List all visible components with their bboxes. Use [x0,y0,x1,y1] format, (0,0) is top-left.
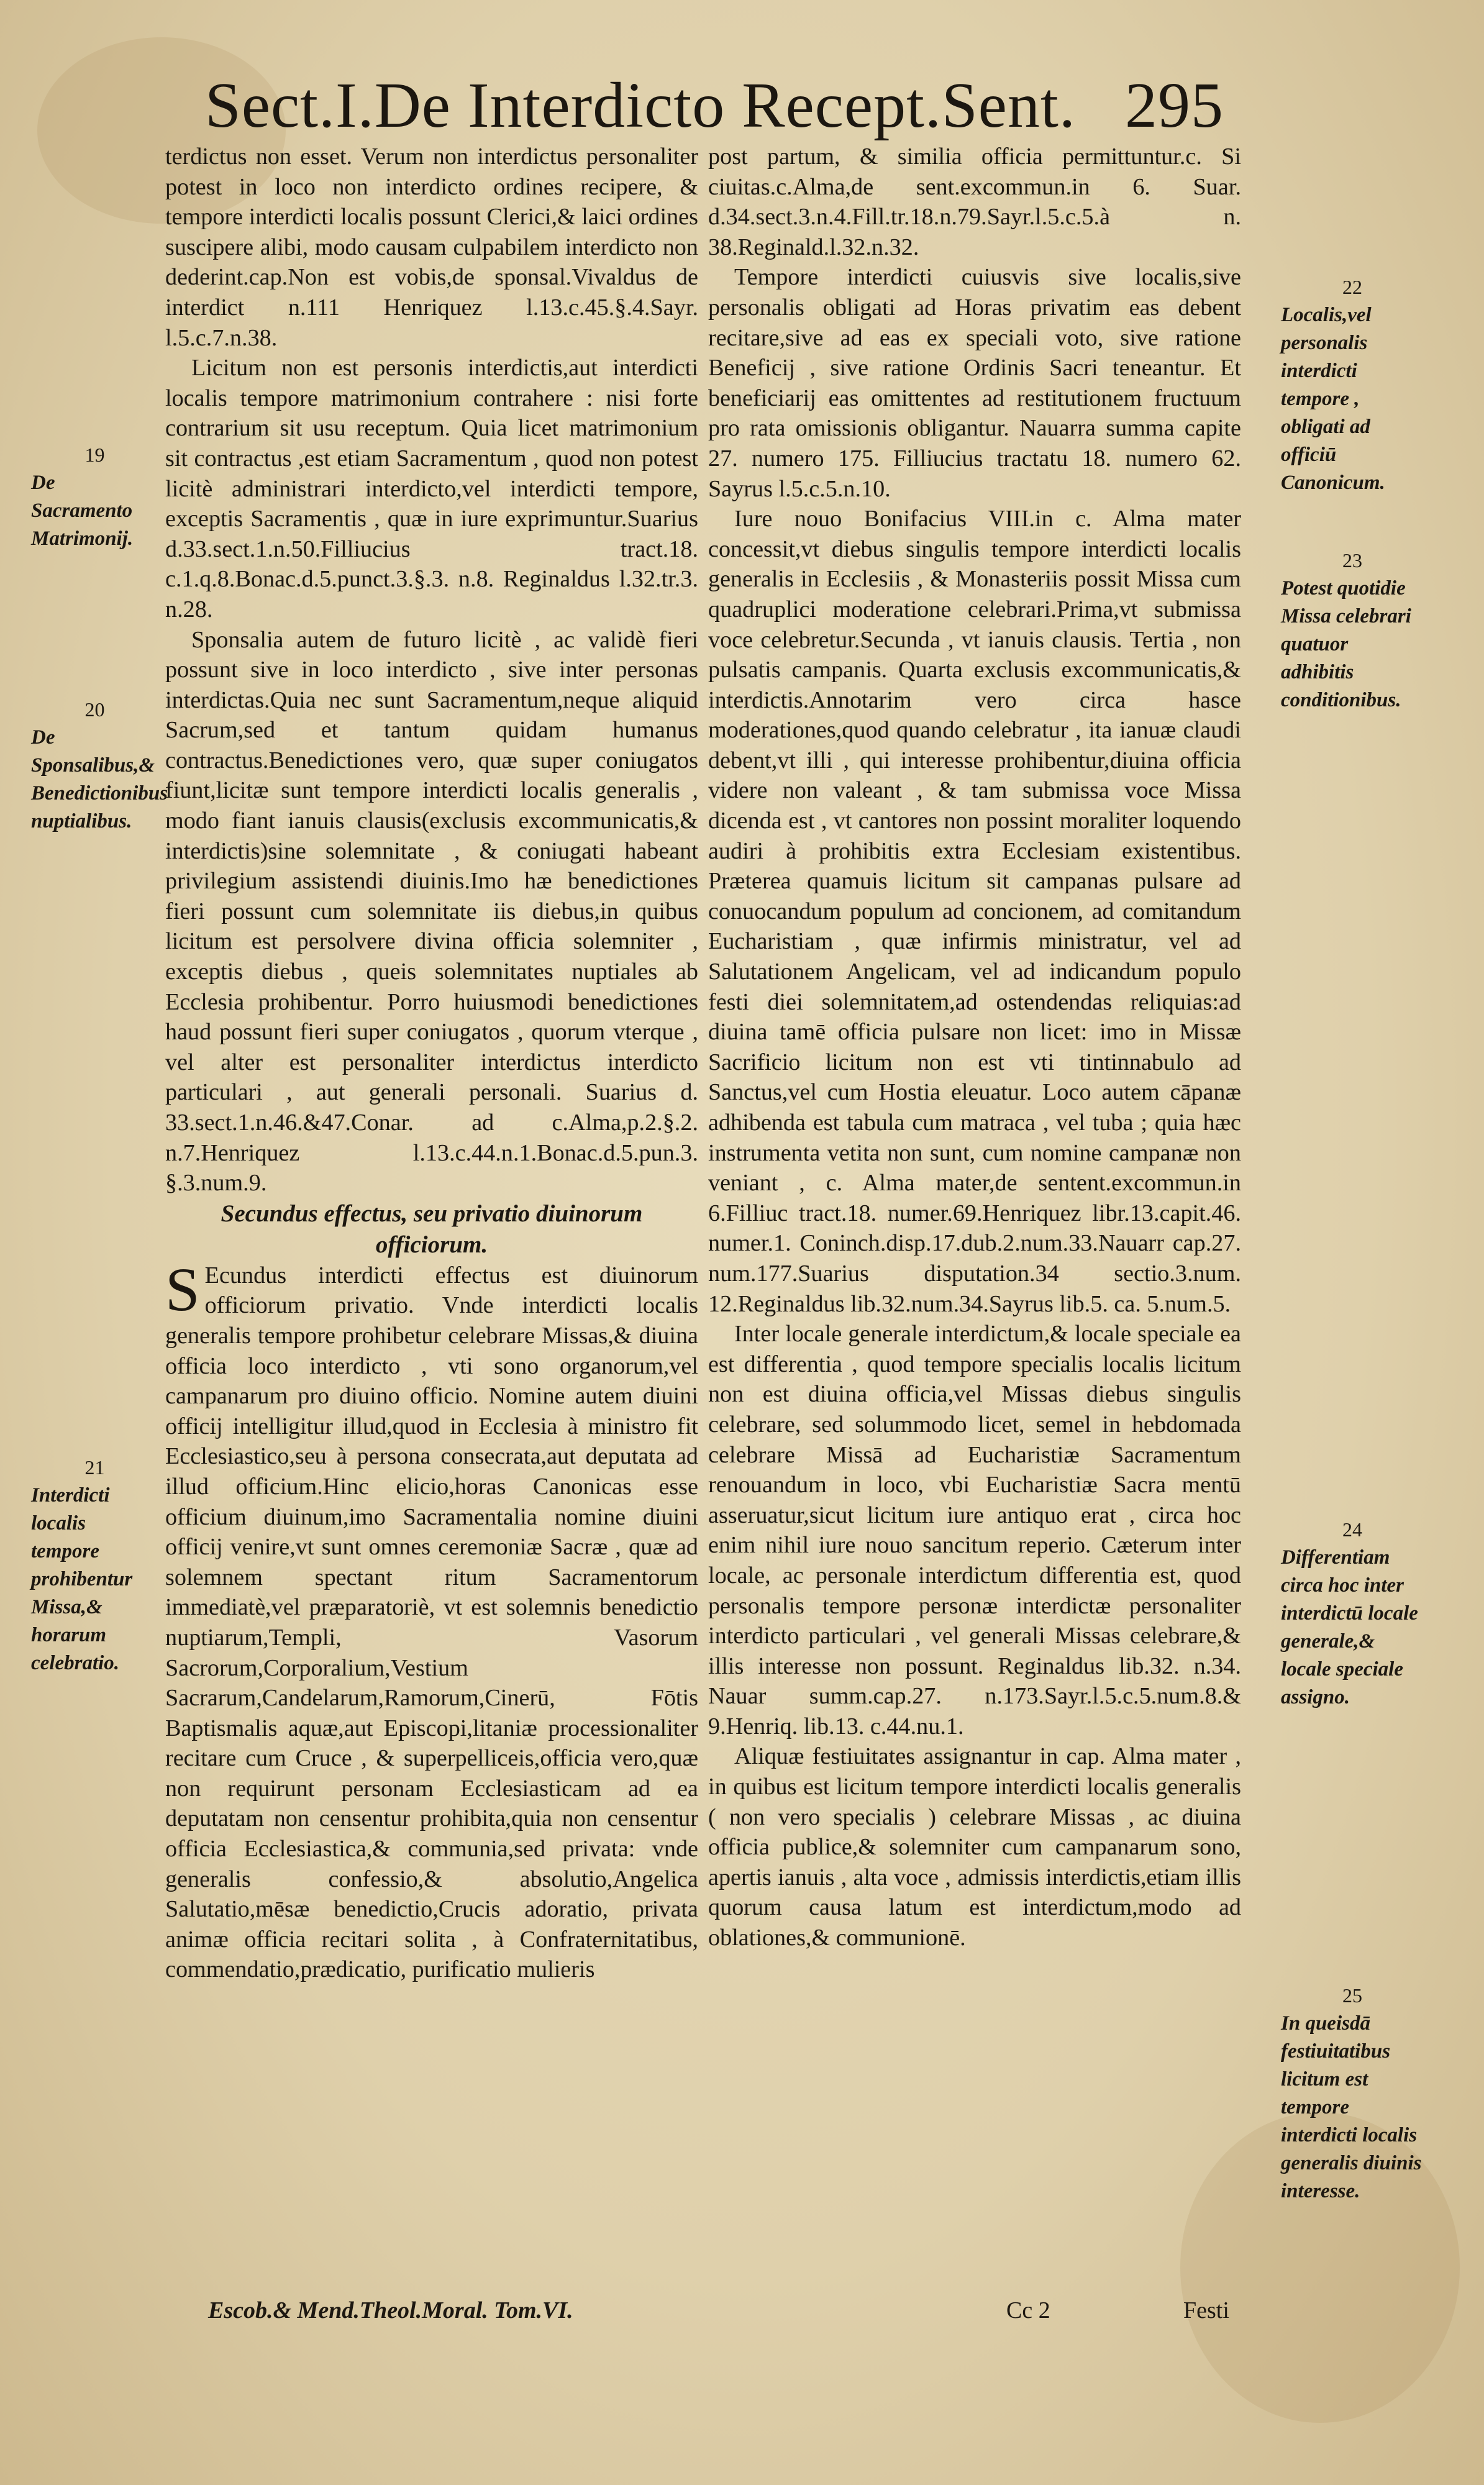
drop-cap: S [165,1254,200,1324]
paragraph: Sponsalia autem de futuro licitè , ac validè fieri possunt sive in loco interdicto , sive inter personas interdictas.Quia nec sunt Sacramentum,neque aliquid Sacrum,sed et tantum quidam humanus contractus.Benedictiones vero, quæ super coniugatos fiunt,licitæ sunt tempore interdicti localis generalis , modo fiant ianuis clausis(exclusis excommunicatis,& interdictis)sine solemnitate , & coniugati habeant privilegium assistendi diuinis.Imo hæ benedictiones fieri possunt cum solemnitate iis diebus,in quibus licitum est persolvere divina officia solemniter , exceptis diebus , queis solemnitates nuptiales ab Ecclesia prohibentur. Porro huiusmodi benedictiones haud possunt fieri super coniugatos , quorum vterque , vel alter est personaliter interdictus interdicto particulari , aut generali personali. Suarius d. 33.sect.1.n.46.&47.Conar. ad c.Alma,p.2.§.2. n.7.Henriquez l.13.c.44.n.1.Bonac.d.5.pun.3. §.3.num.9. [165,626,698,1197]
running-head [205,68,1224,143]
margin-note [31,696,168,836]
paragraph: Licitum non est personis interdictis,aut interdicti localis tempore matrimonium contrahere : nisi forte contrarium sit usu receptum. Quia licet matrimonium sit contractus ,est etiam Sacramentum , quod non potest licitè administrari interdicto,vel interdicti tempore, exceptis Sacramentis , quæ in iure exprimuntur.Suarius d.33.sect.1.n.50.Filliucius tract.18. c.1.q.8.Bonac.d.5.punct.3.§.3. n.8. Reginaldus l.32.tr.3. n.28. [165,355,698,622]
catchword: Festi [1183,2297,1229,2323]
signature-mark: Cc 2 [1006,2297,1050,2323]
note-number: 22 [1342,276,1362,298]
paragraph-text: Ecundus interdicti effectus est diuinorum officiorum privatio. Vnde interdicti localis generalis tempore prohibetur celebrare Missas,& diuina officia loco interdicto , vti sono organorum,vel campanarum pro diuino officio. Nomine autem diuini officij intelligitur illud,quod in Ecclesia à ministro fit Ecclesiastico,seu à persona consecrata,aut deputata ad illud officium.Hinc elicio,horas Canonicas esse officium diuinum,imo Sacramentalia nomine diuini officij venire,vt sunt omnes ceremoniæ Sacræ , quæ ad solemnem spectant ritum Sacramentorum immediatè,vel præparatoriè, vt est solemnis benedictio nuptiarum,Templi, Vasorum Sacrorum,Corporalium,Vestium Sacrarum,Candelarum,Ramorum,Cinerū, Fōtis Baptismalis aquæ,aut Episcopi,litaniæ processionaliter recitare cum Cruce , & superpelliceis,officia vero,quæ non requirunt personam Ecclesiasticam ad ea deputatam non censentur prohibita,quia non censentur officia Ecclesiastica,& communia,sed privata: vnde generalis confessio,& absolutio,Angelica Salutatio,mēsæ benedictio,Crucis adoratio, privata animæ officia recitari solita , à Confraternitatibus, commendatio,prædicatio, purificatio mulieris [165,1262,698,1983]
note-text: De Sacramento Matrimonij. [31,472,134,550]
note-text: Differentiam circa hoc inter interdictū locale generale,& locale speciale assigno. [1281,1546,1418,1708]
note-number: 23 [1342,549,1362,572]
running-head-title: Sect.I.De Interdicto Recept.Sent. [205,70,1076,141]
footer-author: Escob.& Mend.Theol.Moral. Tom.VI. [208,2297,573,2323]
paragraph: Inter locale generale interdictum,& locale speciale ea est differentia , quod tempore specialis localis licitum non est diuina officia,vel Missas diebus singulis celebrare, sed solummodo licet, semel in hebdomada celebrare Missā ad Eucharistiæ Sacramentum renouandum in loco, vbi Eucharistiæ Sacra mentū asseruatur,sicut licitum iure antiquo erat , circa hoc enim nihil iure nouo sancitum reperio. Cæterum inter locale, ac personale interdictum differentia est, quod personalis tempore personæ interdictæ personaliter interdicto particulari , vel generali Missas celebrare,& illis interesse non possunt. Reginaldus lib.32. n.34. Nauar summ.cap.27. n.173.Sayr.l.5.c.5.num.8.& 9.Henriq. lib.13. c.44.nu.1. [708,1321,1241,1740]
note-number: 19 [84,444,105,466]
left-column [165,142,698,1985]
note-number: 20 [84,698,105,721]
note-text: Interdicti localis tempore prohibentur Missa,& horarum celebratio. [31,1484,133,1674]
paragraph: Iure nouo Bonifacius VIII.in c. Alma mater concessit,vt diebus singulis tempore interdicti localis generalis in Ecclesiis , & Monasteriis possit Missa cum quadruplici moderatione celebrari.Prima,vt submissa voce celebretur.Secunda , vt ianuis clausis. Tertia , non pulsatis campanis. Quarta exclusis excommunicatis,& interdictis.Annotarim vero circa hasce moderationes,quod quando celebratur , ita ianuæ claudi debent,vt illi , qui interesse prohibentur,diuina officia videre non valeant , & tam submissa voce Missa dicenda est , vt cantores non possint moraliter loquendo audiri à prohibitis extra Ecclesiam existentibus. Præterea quamuis licitum sit campanas pulsare ad conuocandum populum ad concionem, ad comitandum Eucharistiam , quæ infirmis ministratur, vel ad Salutationem Angelicam, vel ad indicandum populo festi diei solemnitatem,ad ostendendas reliquias:ad diuina tamē officia pulsare non licet: imo in Missæ Sacrificio licitum non est vti tintinnabulo ad Sanctus,vel cum Hostia eleuatur. Loco autem cāpanæ adhibenda est tabula cum matraca , vel tuba ; quia hæc instrumenta vetita non sunt, cum nomine campanæ non veniant , c. Alma mater,de sentent.excommun.in 6.Filliuc tract.18. numer.69.Henriquez libr.13.capit.46. numer.1. Coninch.disp.17.dub.2.num.33.Nauarr cap.27. num.177.Suarius disputation.34 sectio.3.num. 12.Reginaldus lib.32.num.34.Sayrus lib.5. ca. 5.num.5. [708,506,1241,1317]
paragraph: Aliquæ festiuitates assignantur in cap. Alma mater , in quibus est licitum tempore interdicti localis generalis ( non vero specialis ) celebrare Missas , ac diuina officia publice,& solemniter cum campanarum sono, apertis ianuis , alta voce , admissis interdictis,etiam illis quorum causa latum est interdictum,modo ad oblationes,& communionē. [708,1743,1241,1951]
page-number: 295 [1125,70,1224,141]
paragraph: Tempore interdicti cuiusvis sive localis,sive personalis obligati ad Horas privatim eas debent recitare,sive ad eas ex speciali voto, sive ratione Beneficij , sive ratione Ordinis Sacri teneantur. Et beneficiarij eas omittentes ad restitutionem fructuum pro rata omissionis obligantur. Nauarra summa capite 27. numero 175. Filliucius tractatu 18. numero 62. Sayrus l.5.c.5.n.10. [708,264,1241,502]
margin-note [31,1454,158,1677]
paragraph: terdictus non esset. Verum non interdictus personaliter potest in loco non interdicto ordines recipere, & tempore interdicti localis possunt Clerici,& laici ordines suscipere alibi, modo causam culpabilem interdicto non dederint.cap.Non est vobis,de sponsal.Vivaldus de interdict n.111 Henriquez l.13.c.45.§.4.Sayr. l.5.c.7.n.38. [165,144,698,351]
paragraph: post partum, & similia officia permittuntur.c. Si ciuitas.c.Alma,de sent.excommun.in 6. Suar. d.34.sect.3.n.4.Fill.tr.18.n.79.Sayr.l.5.c.5.à n. 38.Reginald.l.32.n.32. [708,144,1241,260]
paragraph [165,1254,698,1985]
note-text: Localis,vel personalis interdicti tempore , obligati ad officiū Canonicum. [1281,304,1385,494]
note-text: Potest quotidie Missa celebrari quatuor adhibitis conditionibus. [1281,577,1411,711]
note-number: 25 [1342,1984,1362,2007]
margin-note [1281,1982,1424,2205]
margin-note [31,441,158,553]
note-text: De Sponsalibus,& Benedictionibus nuptialibus. [31,726,168,832]
note-number: 21 [84,1456,105,1479]
note-number: 24 [1342,1518,1362,1541]
margin-note [1281,1516,1424,1712]
section-heading: Secundus effectus, seu privatio diuinorum officiorum. [221,1200,643,1258]
right-column [708,142,1241,1953]
margin-note [1281,547,1424,714]
margin-note [1281,273,1424,497]
note-text: In queisdā festiuitatibus licitum est tempore interdicti localis generalis diuinis interesse. [1281,2012,1422,2202]
